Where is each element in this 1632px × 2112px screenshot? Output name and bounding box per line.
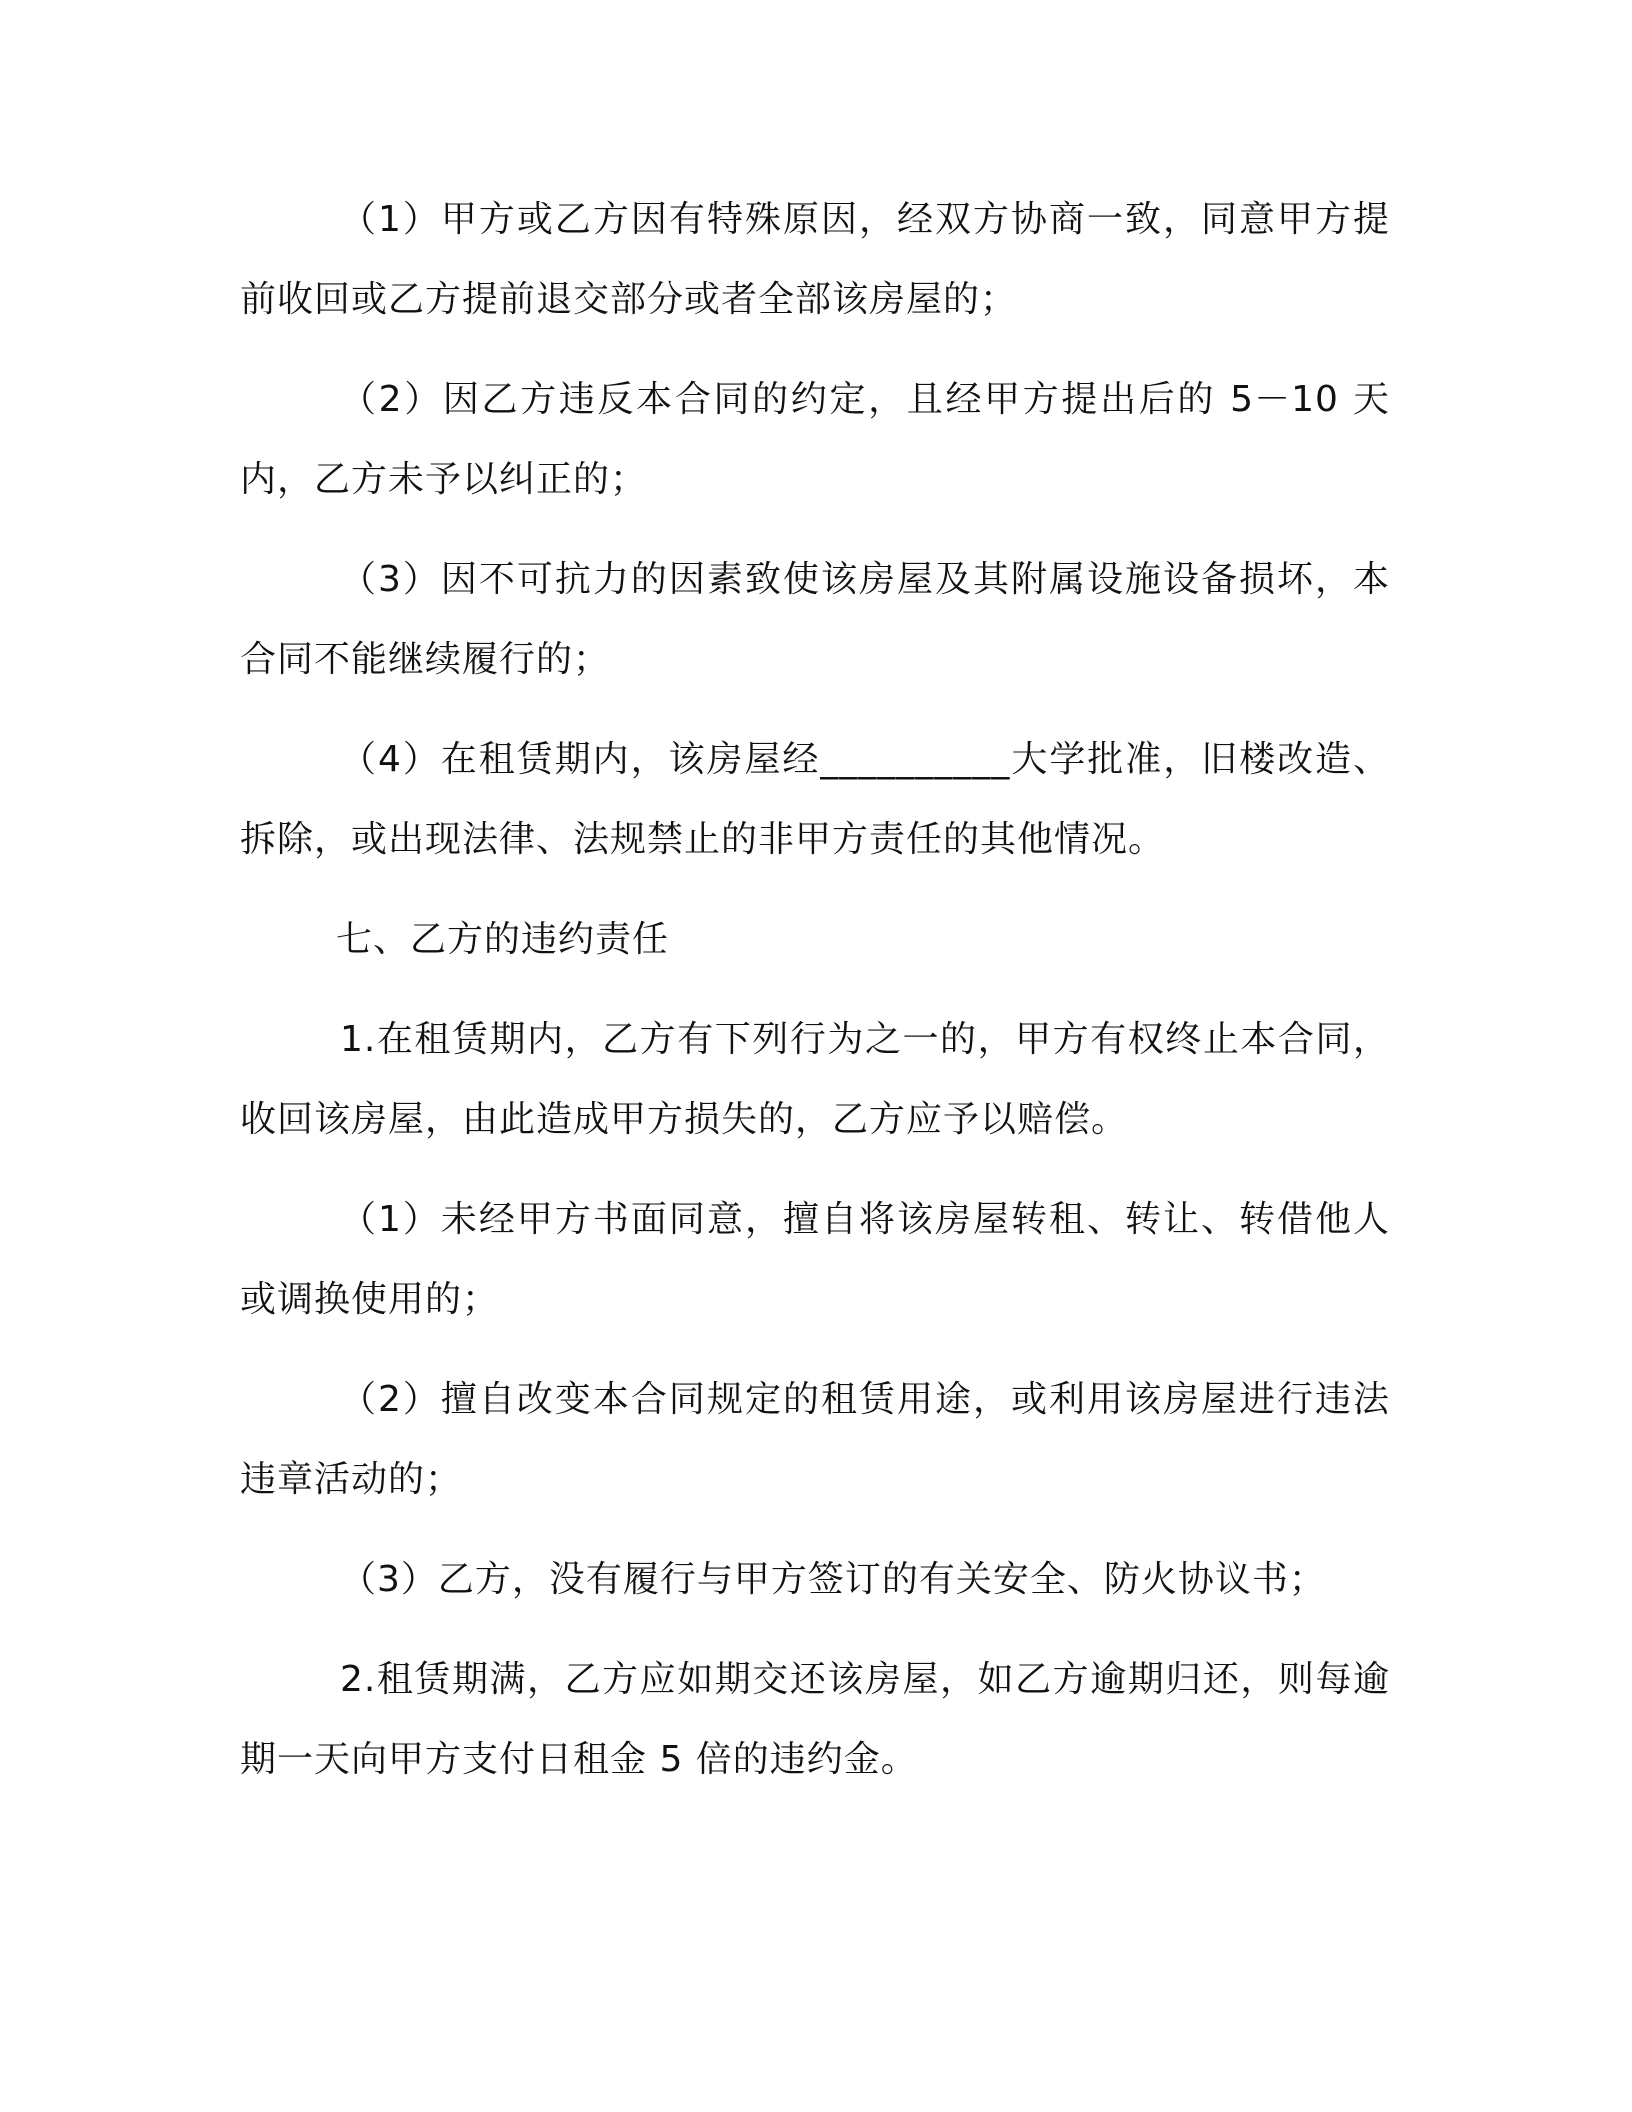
sub-item-2: （2）擅自改变本合同规定的租赁用途，或利用该房屋进行违法违章活动的；	[240, 1379, 1390, 1500]
sub-item-1: （1）未经甲方书面同意，擅自将该房屋转租、转让、转借他人或调换使用的；	[240, 1199, 1390, 1320]
paragraph-termination-3: （3）因不可抗力的因素致使该房屋及其附属设施设备损坏，本合同不能继续履行的；	[240, 559, 1390, 680]
section-heading: 七、乙方的违约责任	[336, 919, 670, 960]
paragraph-termination-4: （4）在租赁期内，该房屋经__________大学批准，旧楼改造、拆除，或出现法律、法规禁止的非甲方责任的其他情况。	[240, 739, 1390, 860]
paragraph-termination-1: （1）甲方或乙方因有特殊原因，经双方协商一致，同意甲方提前收回或乙方提前退交部分或者全部该房屋的；	[240, 199, 1390, 320]
sub-item-3: （3）乙方，没有履行与甲方签订的有关安全、防火协议书；	[340, 1559, 1326, 1600]
document-body	[240, 180, 1390, 1820]
clause-2: 2.租赁期满，乙方应如期交还该房屋，如乙方逾期归还，则每逾期一天向甲方支付日租金 5 倍的违约金。	[240, 1659, 1390, 1780]
paragraph-termination-2: （2）因乙方违反本合同的约定，且经甲方提出后的 5－10 天内，乙方未予以纠正的；	[240, 379, 1390, 500]
clause-1: 1.在租赁期内，乙方有下列行为之一的，甲方有权终止本合同，收回该房屋，由此造成甲方损失的，乙方应予以赔偿。	[240, 1019, 1390, 1140]
